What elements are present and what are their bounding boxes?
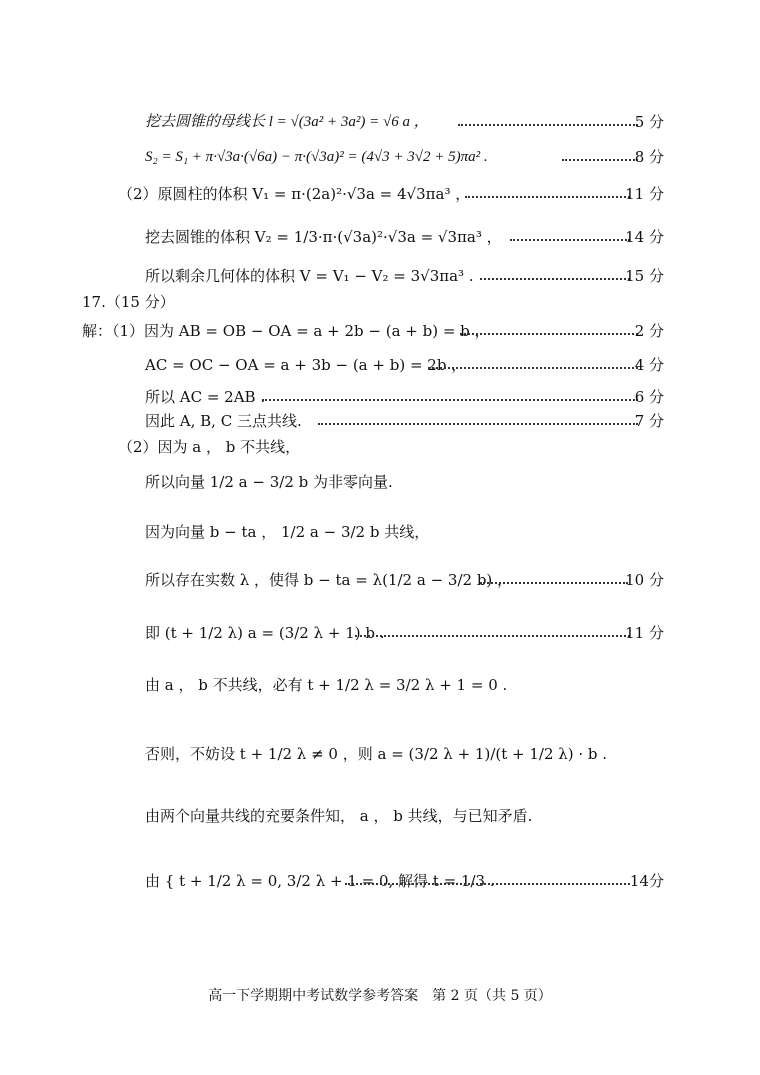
answer-line: 由 { t + 1/2 λ = 0, 3/2 λ + 1 = 0, 解得 t = 1/3 . [145, 872, 495, 890]
answer-line: 所以存在实数 λ ，使得 b − ta = λ(1/2 a − 3/2 b) ， [145, 571, 513, 589]
score-leader [480, 278, 630, 280]
score-leader [318, 423, 638, 425]
answer-line: （2）因为 a ， b 不共线， [118, 438, 301, 456]
score-leader [458, 124, 638, 126]
score-label: 14分 [629, 872, 664, 890]
score-leader [355, 635, 630, 637]
answer-line: 所以 AC = 2AB . [145, 388, 266, 406]
answer-line: 因此 A, B, C 三点共线. [145, 412, 302, 430]
answer-line: 解：（1）因为 AB = OB − OA = a + 2b − (a + b) = b ， [82, 322, 490, 340]
answer-line: 由两个向量共线的充要条件知， a ， b 共线，与已知矛盾. [145, 807, 533, 825]
answer-line: 因为向量 b − ta ， 1/2 a − 3/2 b 共线， [145, 523, 430, 541]
score-leader [262, 399, 638, 401]
answer-line: 挖去圆锥的母线长 l = √(3a² + 3a²) = √6 a ， [145, 114, 429, 130]
score-label: 11 分 [625, 185, 664, 203]
score-label: 14 分 [625, 228, 664, 246]
score-label: 11 分 [625, 624, 664, 642]
answer-line: 所以向量 1/2 a − 3/2 b 为非零向量. [145, 473, 393, 491]
answer-line: （2）原圆柱的体积 V₁ = π·(2a)²·√3a = 4√3πa³ ， [118, 185, 471, 203]
score-label: 2 分 [634, 322, 664, 340]
score-leader [562, 159, 638, 161]
answer-line: 挖去圆锥的体积 V₂ = 1/3·π·(√3a)²·√3a = √3πa³ ， [145, 228, 502, 246]
answer-line: AC = OC − OA = a + 3b − (a + b) = 2b ， [145, 356, 467, 374]
answer-line: 所以剩余几何体的体积 V = V₁ − V₂ = 3√3πa³ . [145, 267, 474, 285]
score-leader [480, 582, 628, 584]
score-label: 4 分 [634, 356, 664, 374]
answer-line: S₂ = S₁ + π·√3a·(√6a) − π·(√3a)² = (4√3 + 3√2 + 5)πa² . [145, 149, 488, 165]
score-leader [428, 367, 638, 369]
score-label: 8 分 [634, 148, 664, 166]
answer-line: 即 (t + 1/2 λ) a = (3/2 λ + 1) b . [145, 624, 385, 642]
score-leader [460, 333, 638, 335]
score-label: 10 分 [625, 571, 664, 589]
answer-line: 由 a ， b 不共线，必有 t + 1/2 λ = 3/2 λ + 1 = 0 . [145, 676, 508, 694]
question-heading: 17.（15 分） [82, 293, 175, 311]
score-label: 15 分 [625, 267, 664, 285]
score-leader [465, 196, 630, 198]
score-leader [345, 883, 630, 885]
score-leader [510, 239, 630, 241]
answer-line: 否则，不妨设 t + 1/2 λ ≠ 0 ，则 a = (3/2 λ + 1)/(t + 1/2 λ) · b . [145, 745, 608, 763]
score-label: 6 分 [634, 388, 664, 406]
score-label: 5 分 [634, 113, 664, 131]
score-label: 7 分 [634, 412, 664, 430]
page-footer: 高一下学期期中考试数学参考答案 第 2 页（共 5 页） [208, 988, 552, 1004]
